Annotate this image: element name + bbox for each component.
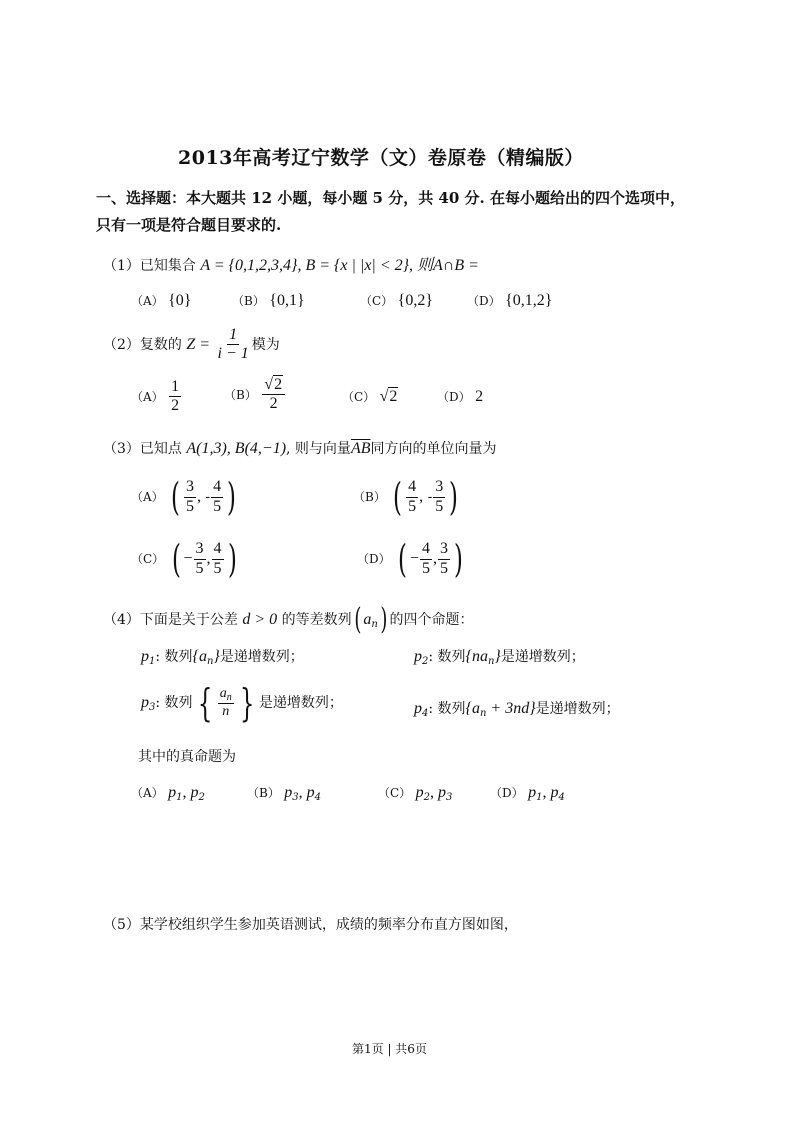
- prop-symbol: p: [550, 784, 559, 801]
- prop-symbol: p: [306, 784, 315, 801]
- close-brace: }: [239, 681, 255, 725]
- question-4: [103, 602, 474, 637]
- numerator: 3: [433, 478, 445, 497]
- prop-symbol: p: [528, 784, 537, 801]
- numerator: [218, 686, 234, 705]
- close-paren: ): [449, 475, 459, 519]
- subscript: n: [206, 656, 214, 667]
- subscript: 3: [149, 702, 156, 713]
- question-text: 的等差数列: [281, 612, 352, 628]
- fraction: [218, 686, 234, 721]
- open-paren: (: [393, 475, 403, 519]
- prop-symbol: p: [141, 648, 149, 665]
- option-label: （C）: [378, 786, 412, 800]
- condition: d > 0: [242, 611, 278, 628]
- prop-text: 是递增数列；: [500, 649, 585, 665]
- set-a: A = {0,1,2,3,4}: [200, 257, 298, 274]
- close-paren: ): [227, 475, 237, 519]
- section-heading-line1: 一、选择题：本大题共 12 小题，每小题 5 分，共 40 分. 在每小题给出的四个选项中，: [96, 189, 685, 207]
- subscript: 1: [536, 792, 543, 803]
- q1-option-b: [232, 292, 305, 310]
- proposition-p2: [414, 646, 585, 667]
- numerator: 4: [211, 478, 223, 497]
- question-text: 已知点: [139, 441, 182, 457]
- denominator: 5: [213, 497, 222, 515]
- subscript: 4: [314, 792, 322, 803]
- question-tail: 模为: [251, 336, 280, 353]
- option-value: √2: [379, 388, 398, 405]
- subscript: 1: [149, 656, 156, 667]
- prop-symbol: p: [190, 784, 199, 801]
- prop-symbol: p: [168, 784, 177, 801]
- sequence: a: [363, 611, 372, 628]
- subscript: n: [371, 619, 378, 630]
- option-label: （A）: [131, 294, 164, 308]
- comma: ,: [430, 784, 439, 801]
- question-3: [103, 438, 496, 458]
- prop-symbol: p: [414, 648, 422, 665]
- prop-symbol: p: [438, 784, 447, 801]
- subscript: n: [479, 708, 487, 719]
- fraction: [216, 326, 251, 364]
- fraction: [262, 376, 285, 414]
- q2-option-c: [342, 388, 398, 406]
- fraction: [169, 378, 181, 416]
- fraction: [194, 540, 206, 578]
- proposition-p3: [141, 681, 343, 725]
- minus-sign: −: [409, 550, 419, 567]
- fraction: [211, 478, 223, 516]
- fraction: [184, 478, 196, 516]
- lhs: Z =: [186, 335, 211, 353]
- denominator: 5: [195, 559, 204, 577]
- question-5: [103, 914, 518, 934]
- comma: ,: [182, 784, 191, 801]
- q2-option-b: [224, 376, 286, 414]
- prop-text: : 数列: [155, 695, 193, 711]
- option-label: （B）: [224, 387, 257, 402]
- prop-text: 是递增数列；: [258, 695, 343, 711]
- subscript: 4: [422, 708, 429, 719]
- prop-expr: {na: [465, 648, 488, 665]
- option-label: （B）: [353, 490, 386, 504]
- question-number: （3）: [103, 441, 140, 457]
- option-label: （C）: [360, 294, 394, 308]
- question-text: 的四个命题：: [389, 612, 474, 628]
- question-2: [103, 326, 280, 364]
- comma: ,: [432, 550, 437, 567]
- q4-option-a: [131, 784, 205, 803]
- fraction: [420, 540, 432, 578]
- numerator: 4: [420, 540, 432, 559]
- option-label: （A）: [131, 389, 164, 404]
- q4-option-c: [378, 784, 452, 803]
- option-label: （D）: [467, 294, 501, 308]
- prop-symbol: p: [141, 694, 149, 711]
- q1-option-d: [467, 292, 552, 310]
- q4-option-b: [247, 784, 321, 803]
- option-value: 2: [475, 388, 484, 405]
- minus-sign: −: [183, 550, 193, 567]
- question-number: （2）: [103, 336, 140, 353]
- set-b: , B = {x | |x| < 2}: [297, 257, 410, 274]
- denominator: 5: [185, 497, 194, 515]
- question-tail: 同方向的单位向量为: [370, 441, 497, 457]
- fraction: [212, 540, 224, 578]
- denominator: 5: [435, 497, 444, 515]
- q3-option-b: [353, 475, 461, 519]
- sqrt-radicand: 2: [274, 376, 283, 393]
- question-mid: , 则与向量: [286, 441, 351, 457]
- question-text: 复数的: [139, 336, 182, 353]
- question-text: 下面是关于公差: [139, 612, 238, 628]
- option-label: （A）: [131, 786, 164, 800]
- q3-option-a: [131, 475, 239, 519]
- option-label: （C）: [131, 552, 165, 566]
- numerator: 4: [406, 478, 418, 497]
- points: A(1,3), B(4,−1): [186, 440, 287, 457]
- subscript: n: [487, 656, 495, 667]
- question-number: （5）: [103, 917, 140, 933]
- prop-text: : 数列: [155, 649, 193, 665]
- comma: ,: [298, 784, 307, 801]
- question-text: 某学校组织学生参加英语测试，成绩的频率分布直方图如图，: [139, 917, 518, 933]
- prop-text: 是递增数列；: [219, 649, 304, 665]
- denominator: 2: [269, 395, 278, 413]
- prop-symbol: p: [415, 784, 424, 801]
- comma: ,: [196, 488, 201, 505]
- comma: ,: [419, 488, 424, 505]
- subscript: 3: [292, 792, 299, 803]
- subscript: 2: [198, 792, 205, 803]
- numerator: 4: [212, 540, 224, 559]
- section-heading-line2: 只有一项是符合题目要求的.: [96, 216, 282, 234]
- prop-expr: {a: [192, 648, 207, 665]
- comma: ,: [206, 550, 211, 567]
- proposition-p4: [414, 698, 620, 719]
- numerator: 3: [194, 540, 206, 559]
- option-label: （D）: [437, 390, 471, 404]
- prop-close: }: [494, 648, 501, 665]
- open-paren: (: [171, 537, 181, 581]
- option-value: {0,1,2}: [505, 292, 553, 309]
- open-paren: (: [353, 602, 361, 637]
- prop-text: : 数列: [428, 701, 466, 717]
- prop-close: }: [213, 648, 220, 665]
- fraction: [433, 478, 445, 516]
- option-label: （D）: [357, 552, 391, 566]
- q3-option-c: [131, 537, 239, 581]
- denominator: 5: [439, 559, 448, 577]
- option-label: （B）: [232, 294, 265, 308]
- q2-option-d: [437, 388, 483, 406]
- vector-ab: $\overline{AB}$: [350, 440, 371, 457]
- comma: ,: [542, 784, 551, 801]
- question-tail: , 则A∩B =: [409, 257, 479, 274]
- denominator: i − 1: [217, 345, 249, 363]
- close-paren: ): [227, 537, 237, 581]
- sqrt-radicand: 2: [389, 388, 398, 405]
- subscript: 1: [176, 792, 183, 803]
- subscript: 2: [423, 792, 431, 803]
- q1-option-c: [360, 292, 433, 310]
- q4-prompt: 其中的真命题为: [138, 749, 236, 765]
- neg-sign: -: [427, 489, 433, 505]
- open-brace: {: [197, 681, 212, 725]
- option-label: （C）: [342, 390, 376, 404]
- subscript: 3: [446, 792, 453, 803]
- prop-text: : 数列: [428, 649, 466, 665]
- option-value: {0}: [168, 292, 192, 309]
- q2-option-a: [131, 378, 182, 416]
- question-number: （4）: [103, 612, 140, 628]
- q4-option-d: [490, 784, 565, 803]
- option-label: （D）: [490, 786, 524, 800]
- prop-text: 是递增数列；: [535, 701, 620, 717]
- denominator: 2: [171, 397, 180, 415]
- option-label: （A）: [131, 490, 164, 504]
- prop-rest: + 3nd}: [486, 700, 536, 717]
- question-number: （1）: [103, 258, 140, 274]
- prop-symbol: p: [414, 700, 422, 717]
- prop-symbol: p: [284, 784, 293, 801]
- open-paren: (: [171, 475, 180, 519]
- numerator: 3: [184, 478, 196, 497]
- numerator: 1: [169, 378, 181, 397]
- option-value: {0,2}: [397, 292, 433, 309]
- numerator: √2: [262, 376, 285, 395]
- numerator: 1: [227, 326, 239, 345]
- denominator: n: [222, 704, 230, 720]
- question-1: [103, 252, 479, 275]
- close-paren: ): [380, 602, 388, 637]
- fraction: [438, 540, 450, 578]
- numerator: 3: [438, 540, 450, 559]
- q3-option-d: [357, 537, 466, 581]
- close-paren: ): [453, 537, 463, 581]
- option-label: （B）: [247, 786, 280, 800]
- subscript: 2: [422, 656, 429, 667]
- question-text: 已知集合: [139, 258, 196, 274]
- prop-expr: {a: [465, 700, 480, 717]
- option-value: {0,1}: [269, 292, 305, 309]
- numerator-term: a: [219, 685, 227, 701]
- fraction: [406, 478, 418, 516]
- denominator: 5: [213, 559, 222, 577]
- denominator: 5: [408, 497, 417, 515]
- proposition-p1: [141, 646, 304, 667]
- neg-sign: -: [205, 489, 211, 505]
- page-title: 2013年高考辽宁数学（文）卷原卷（精编版）: [178, 147, 584, 169]
- open-paren: (: [398, 537, 407, 581]
- denominator: 5: [421, 559, 430, 577]
- q1-option-a: [131, 292, 191, 310]
- subscript: 4: [558, 792, 565, 803]
- page-footer: 第1页 | 共6页: [352, 1042, 427, 1056]
- subscript: n: [226, 691, 232, 703]
